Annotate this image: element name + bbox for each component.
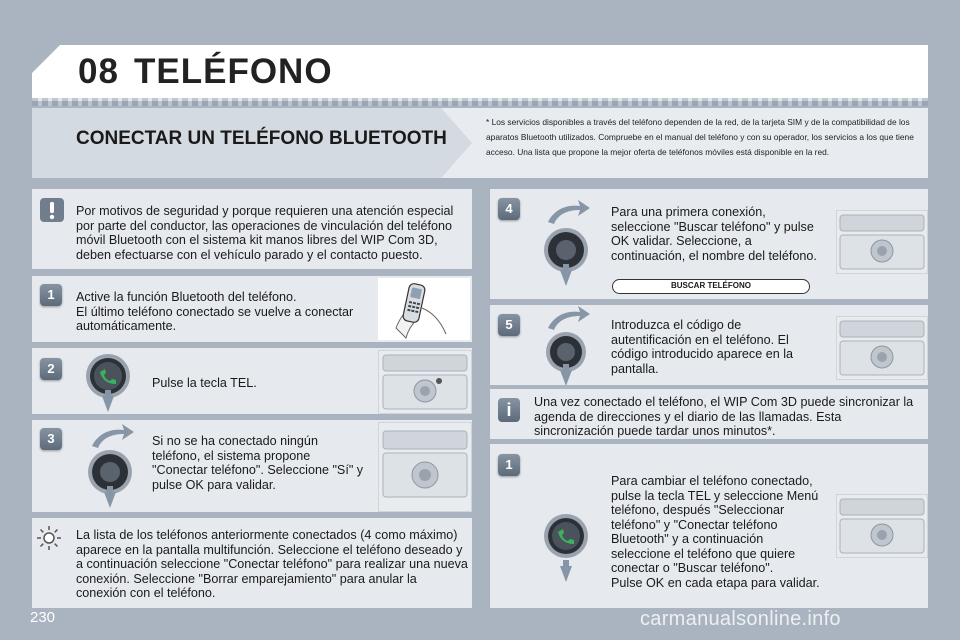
- radio-unit-thumbnail: [378, 350, 472, 414]
- warning-text: Por motivos de seguridad y porque requieren una atención especial por parte del conductor, las operaciones de vinculación del teléfono móvil Bluetooth con el sistema kit manos libres del WIP Com 3D, deben efectuarse con el vehículo parado y el contacto puesto.: [76, 204, 454, 262]
- ok-knob-illustration: [538, 306, 600, 386]
- info-text: Una vez conectado el teléfono, el WIP Com 3D puede sincronizar la agenda de direcciones y el diario de las llamadas. Esta sincronización puede tardar unos minutos*.: [534, 395, 914, 438]
- ok-knob-illustration: [538, 196, 600, 288]
- step-badge: 2: [40, 358, 62, 380]
- watermark: carmanualsonline.info: [640, 608, 841, 630]
- step-3-text: Si no se ha conectado ningún teléfono, el sistema propone "Conectar teléfono". Seleccione "Sí" y pulse OK para validar.: [152, 434, 364, 492]
- page-number: 230: [30, 609, 56, 626]
- tel-button-press-illustration: [538, 504, 600, 584]
- info-icon: i: [498, 398, 520, 422]
- step-2-text: Pulse la tecla TEL.: [152, 376, 257, 390]
- radio-unit-thumbnail: [836, 494, 928, 558]
- chapter-title: TELÉFONO: [134, 52, 333, 91]
- screen-label-buscar-telefono: BUSCAR TELÉFONO: [612, 279, 810, 294]
- radio-unit-thumbnail: [836, 210, 928, 274]
- warning-icon: [38, 196, 66, 224]
- header-stripes: [32, 98, 928, 106]
- ok-knob-illustration: [82, 422, 142, 510]
- step-badge: 1: [40, 284, 62, 306]
- footnote: * Los servicios disponibles a través del teléfono dependen de la red, de la tarjeta SIM y de la compatibilidad de los aparatos Bluetooth utilizados. Compruebe en el manual del teléfono y con su operador, los servicios a los que tiene acceso. Una lista que propone la mejor oferta de teléfonos móviles está disponible en la red.: [486, 117, 914, 157]
- chapter-number: 08: [78, 52, 119, 91]
- radio-unit-thumbnail: [836, 316, 928, 380]
- step-badge: 3: [40, 428, 62, 450]
- change-phone-text: Para cambiar el teléfono conectado, pulse la tecla TEL y seleccione Menú teléfono, después "Seleccionar teléfono" y "Conectar teléfono Bluetooth" y a continuación seleccione el teléfono que quiere conectar o "Buscar teléfono". Pulse OK en cada etapa para validar.: [611, 474, 820, 590]
- step-4-text: Para una primera conexión, seleccione "Buscar teléfono" y pulse OK validar. Seleccione, a continuación, el nombre del teléfono.: [611, 205, 817, 263]
- step-badge: 5: [498, 314, 520, 336]
- tip-text: La lista de los teléfonos anteriormente conectados (4 como máximo) aparece en la pantalla multifunción. Seleccione el teléfono deseado y a continuación seleccione "Conectar teléfono" para realizar una nueva conexión. Seleccione "Borrar emparejamiento" para anular la conexión con el teléfono.: [76, 528, 468, 600]
- radio-unit-thumbnail: [378, 422, 472, 512]
- tel-button-press-illustration: [80, 350, 140, 414]
- step-badge: 4: [498, 198, 520, 220]
- step-1-text: Active la función Bluetooth del teléfono. El último teléfono conectado se vuelve a conectar automáticamente.: [76, 290, 354, 333]
- step-badge: 1: [498, 454, 520, 476]
- section-title: CONECTAR UN TELÉFONO BLUETOOTH: [76, 128, 447, 149]
- step-5-text: Introduzca el código de autentificación en el teléfono. El código introducido aparece en la pantalla.: [611, 318, 794, 376]
- lightbulb-icon: [36, 525, 62, 551]
- phone-illustration: [378, 278, 470, 340]
